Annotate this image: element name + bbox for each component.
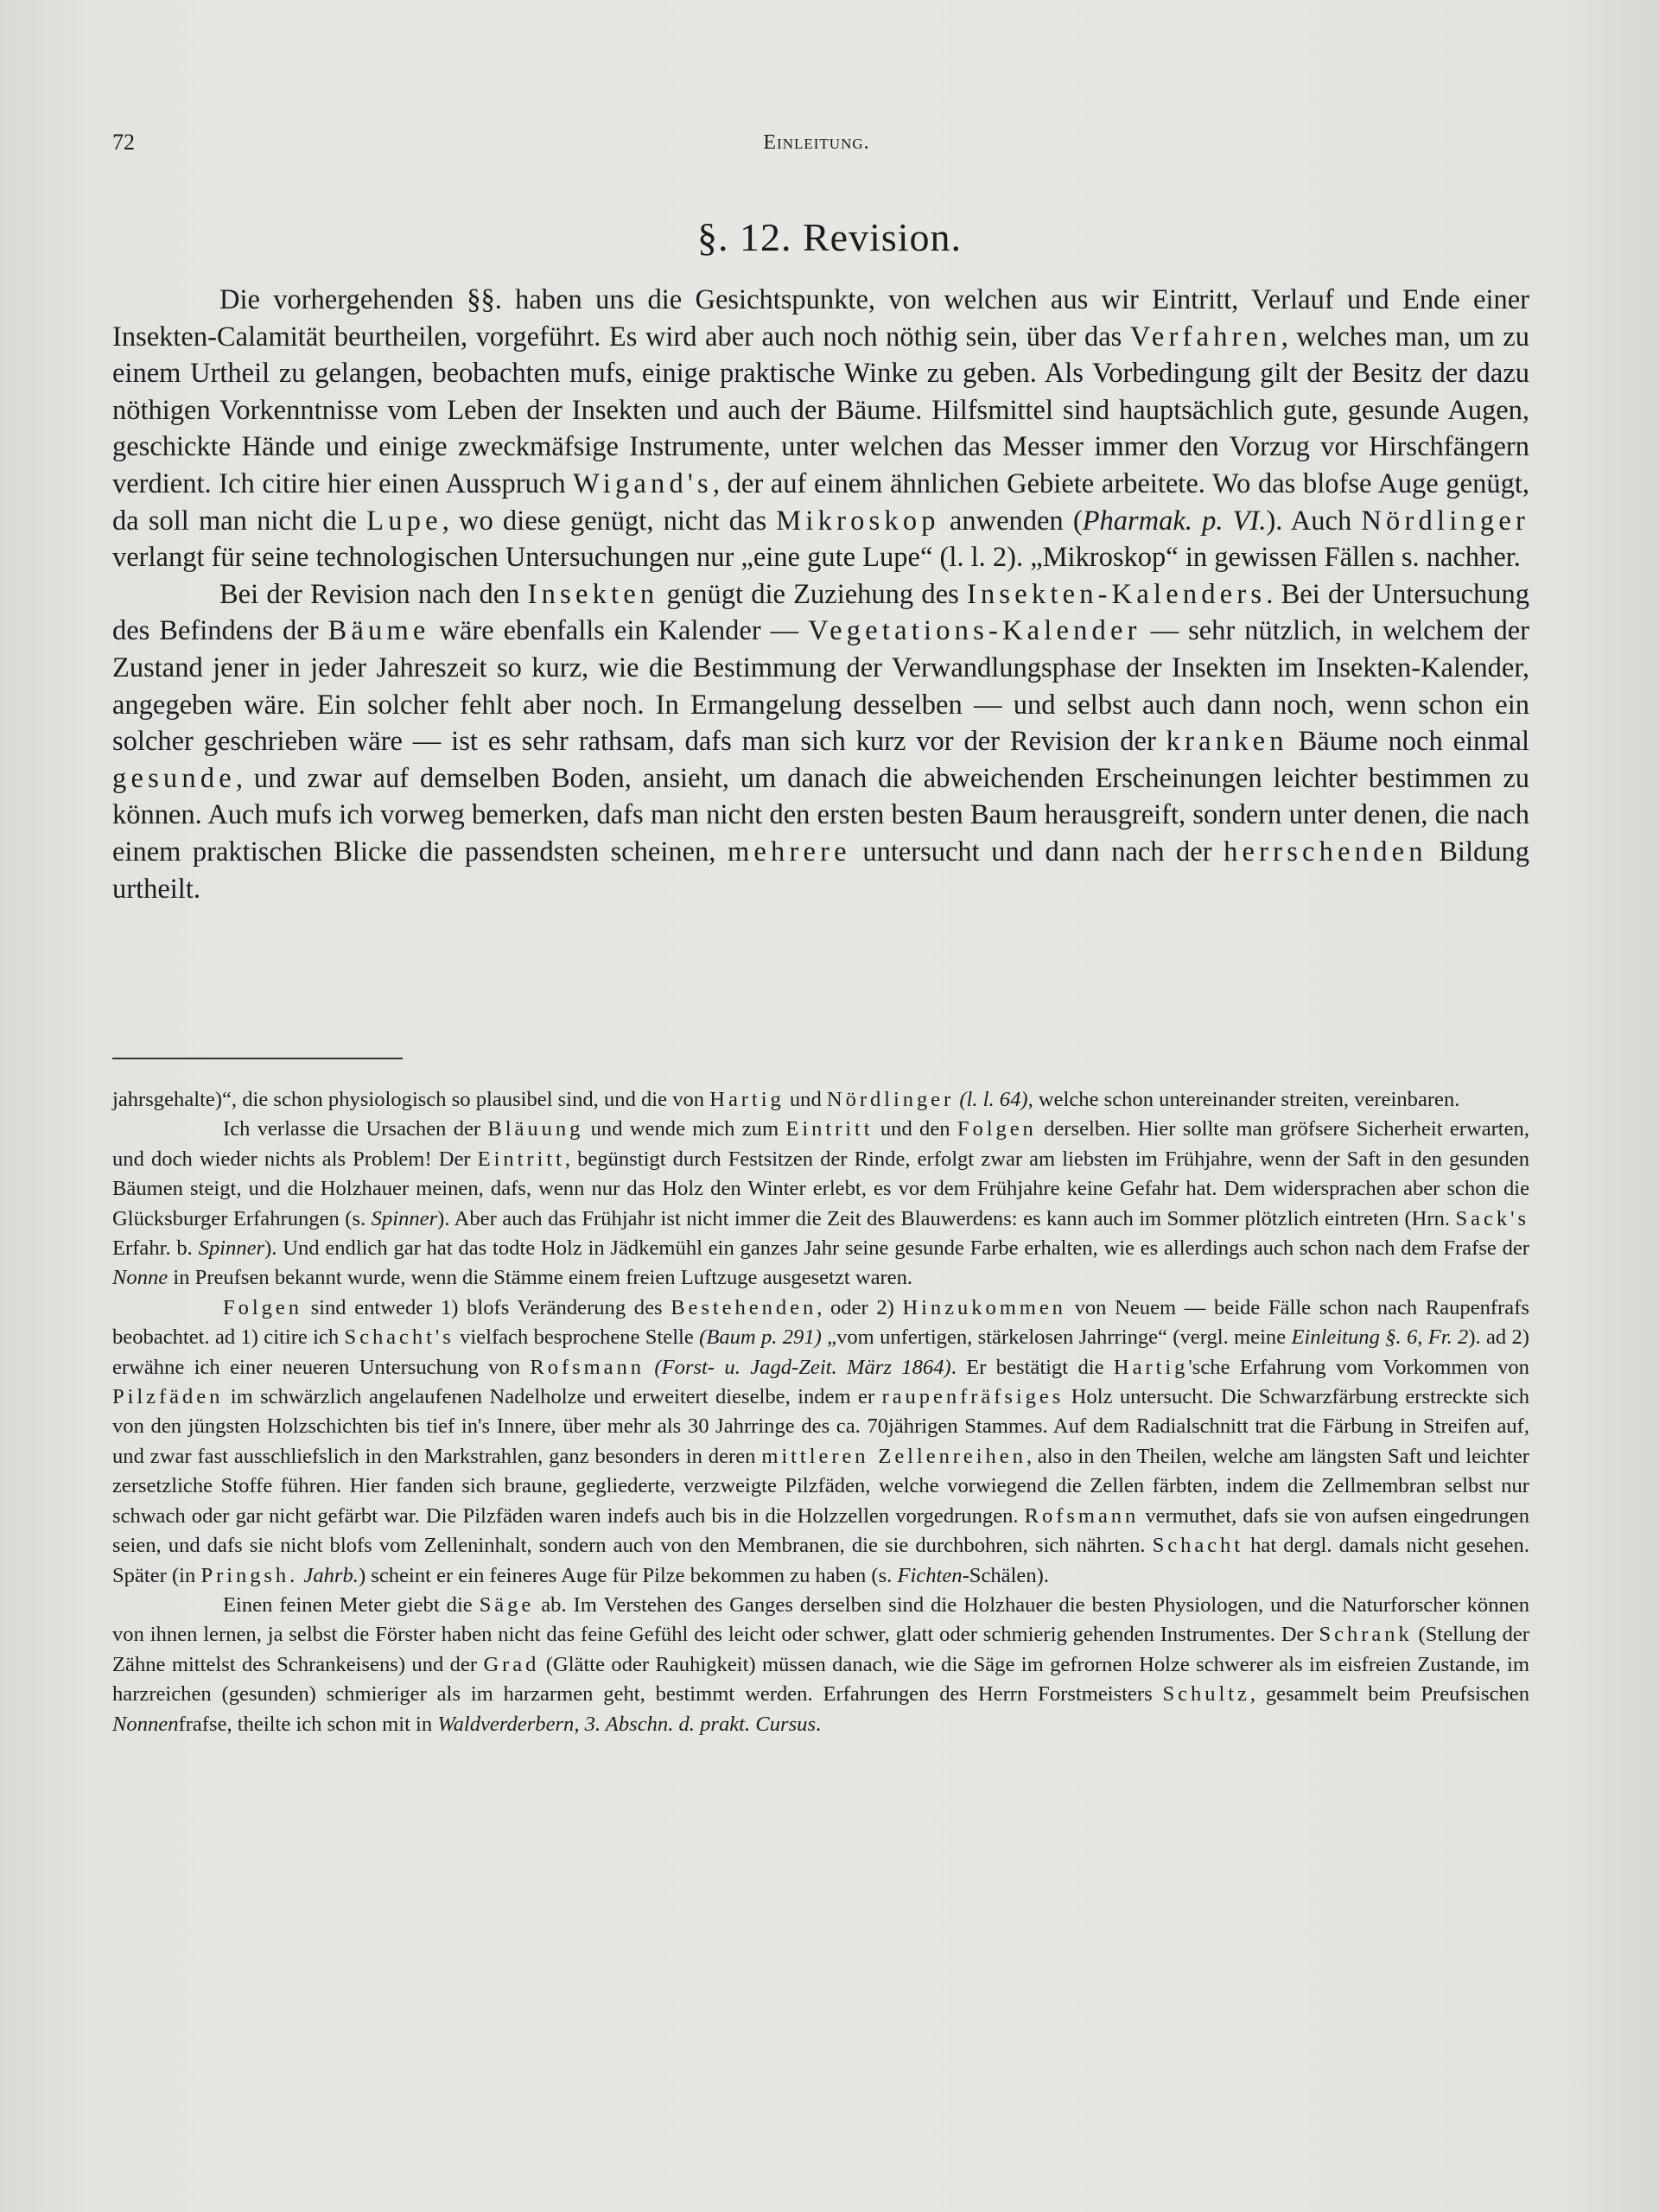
footnotes: [112, 1085, 1529, 1739]
page-number: 72: [112, 130, 135, 155]
body-paragraph: Bei der Revision nach den Insekten genügt die Zuziehung des Insekten-Kalenders. Bei der Untersuchung des Befindens der Bäume wäre ebenfalls ein Kalender — Vegetations-Kalender — sehr nützlich, in welchem der Zustand jener in jeder Jahreszeit so kurz, wie die Bestimmung der Verwandlungsphase der Insekten im Insekten-Kalender, angegeben wäre. Ein solcher fehlt aber noch. In Ermangelung desselben — und selbst auch dann noch, wenn schon ein solcher geschrieben wäre — ist es sehr rathsam, dafs man sich kurz vor der Revision der kranken Bäume noch einmal gesunde, und zwar auf demselben Boden, ansieht, um danach die abweichenden Erscheinungen leichter bestimmen zu können. Auch mufs ich vorweg bemerken, dafs man nicht den ersten besten Baum herausgreift, sondern unter denen, die nach einem praktischen Blicke die passendsten scheinen, mehrere untersucht und dann nach der herrschenden Bildung urtheilt.: [112, 578, 1530, 905]
body-paragraph: Die vorhergehenden §§. haben uns die Gesichtspunkte, von welchen aus wir Eintritt, Verlauf und Ende einer Insekten-Calamität beurtheilen, vorgeführt. Es wird aber auch noch nöthig sein, über das Verfahren, welches man, um zu einem Urtheil zu gelangen, beobachten mufs, einige praktische Winke zu geben. Als Vorbedingung gilt der Besitz der dazu nöthigen Vorkenntnisse vom Leben der Insekten und auch der Bäume. Hilfsmittel sind hauptsächlich gute, gesunde Augen, geschickte Hände und einige zweckmäfsige Instrumente, unter welchen das Messer immer den Vorzug vor Hirschfängern verdient. Ich citire hier einen Ausspruch Wigand's, der auf einem ähnlichen Gebiete arbeitete. Wo das blofse Auge genügt, da soll man nicht die Lupe, wo diese genügt, nicht das Mikroskop anwenden (Pharmak. p. VI.). Auch Nördlinger verlangt für seine technologischen Untersuchungen nur „eine gute Lupe“ (l. l. 2). „Mikroskop“ in gewissen Fällen s. nachher.: [112, 284, 1529, 574]
running-title: Einleitung.: [763, 131, 870, 154]
footnote-rule: [112, 1058, 403, 1059]
footnote-paragraph: Folgen sind entweder 1) blofs Veränderung des Bestehenden, oder 2) Hinzukommen von Neuem — beide Fälle schon nach Raupenfrafs beobachtet. ad 1) citire ich Schacht's vielfach besprochene Stelle (Baum p. 291) „vom unfertigen, stärkelosen Jahrringe“ (vergl. meine Einleitung §. 6, Fr. 2). ad 2) erwähne ich einer neueren Untersuchung von Rofsmann (Forst- u. Jagd-Zeit. März 1864). Er bestätigt die Hartig'sche Erfahrung vom Vorkommen von Pilzfäden im schwärzlich angelaufenen Nadelholze und erweitert dieselbe, indem er raupenfräfsiges Holz untersucht. Die Schwarzfärbung erstreckte sich von den jüngsten Holzschichten bis tief in's Innere, über mehr als 30 Jahrringe des ca. 70jährigen Stammes. Auf dem Radialschnitt trat die Färbung in Streifen auf, und zwar fast ausschliefslich in den Markstrahlen, ganz besonders in deren mittleren Zellenreihen, also in den Theilen, welche am längsten Saft und leichter zersetzliche Stoffe führen. Hier fanden sich braune, gegliederte, verzweigte Pilzfäden, welche vorwiegend die Zellen färbten, indem die Zellmembran selbst nur schwach oder gar nicht gefärbt war. Die Pilzfäden waren indefs auch bis in die Holzzellen vorgedrungen. Rofsmann vermuthet, dafs sie von aufsen eingedrungen seien, und dafs sie nicht blofs vom Zelleninhalt, sondern auch von den Membranen, die sie durchbohren, sich nährten. Schacht hat dergl. damals nicht gesehen. Später (in Pringsh. Jahrb.) scheint er ein feineres Auge für Pilze bekommen zu haben (s. Fichten-Schälen).: [112, 1295, 1529, 1587]
running-head: [112, 130, 1521, 164]
footnote-paragraph: Einen feinen Meter giebt die Säge ab. Im Verstehen des Ganges derselben sind die Holzhauer die besten Physiologen, und die Naturforscher können von ihnen lernen, ja selbst die Förster haben nicht das feine Gefühl des leicht oder schwer, glatt oder schmierig gehenden Instrumentes. Der Schrank (Stellung der Zähne mittelst des Schrankeisens) und der Grad (Glätte oder Rauhigkeit) müssen danach, wie die Säge im gefrornen Holze schwerer als im eisfreien Zustande, im harzreichen (gesunden) schmieriger als im harzarmen geht, bestimmt werden. Erfahrungen des Herrn Forstmeisters Schultz, gesammelt beim Preufsischen Nonnenfrafse, theilte ich schon mit in Waldverderbern, 3. Abschn. d. prakt. Cursus.: [112, 1592, 1530, 1736]
footnote-paragraph: jahrsgehalte)“, die schon physiologisch so plausibel sind, und die von Hartig und Nördlinger (l. l. 64), welche schon untereinander streiten, vereinbaren.: [112, 1088, 1460, 1111]
section-title: §. 12. Revision.: [696, 215, 963, 259]
footnote-paragraph: Ich verlasse die Ursachen der Bläuung und wende mich zum Eintritt und den Folgen derselben. Hier sollte man gröfsere Sicherheit erwarten, und doch wieder nichts als Problem! Der Eintritt, begünstigt durch Festsitzen der Rinde, erfolgt zwar am liebsten im Frühjahre, wenn der Saft in den gesunden Bäumen steigt, und die Holzhauer meinen, dafs, wenn nur das Holz den Winter erlebt, es vor dem Frühjahre keine Gefahr hat. Dem widersprachen aber schon die Glücksburger Erfahrungen (s. Spinner). Aber auch das Frühjahr ist nicht immer die Zeit des Blauwerdens: es kann auch im Sommer plötzlich eintreten (Hrn. Sack's Erfahr. b. Spinner). Und endlich gar hat das todte Holz in Jädkemühl ein ganzes Jahr seine gesunde Farbe erhalten, wie es allerdings auch schon nach dem Frafse der Nonne in Preufsen bekannt wurde, wenn die Stämme einem freien Luftzuge ausgesetzt waren.: [112, 1117, 1530, 1290]
main-text: [112, 282, 1529, 907]
